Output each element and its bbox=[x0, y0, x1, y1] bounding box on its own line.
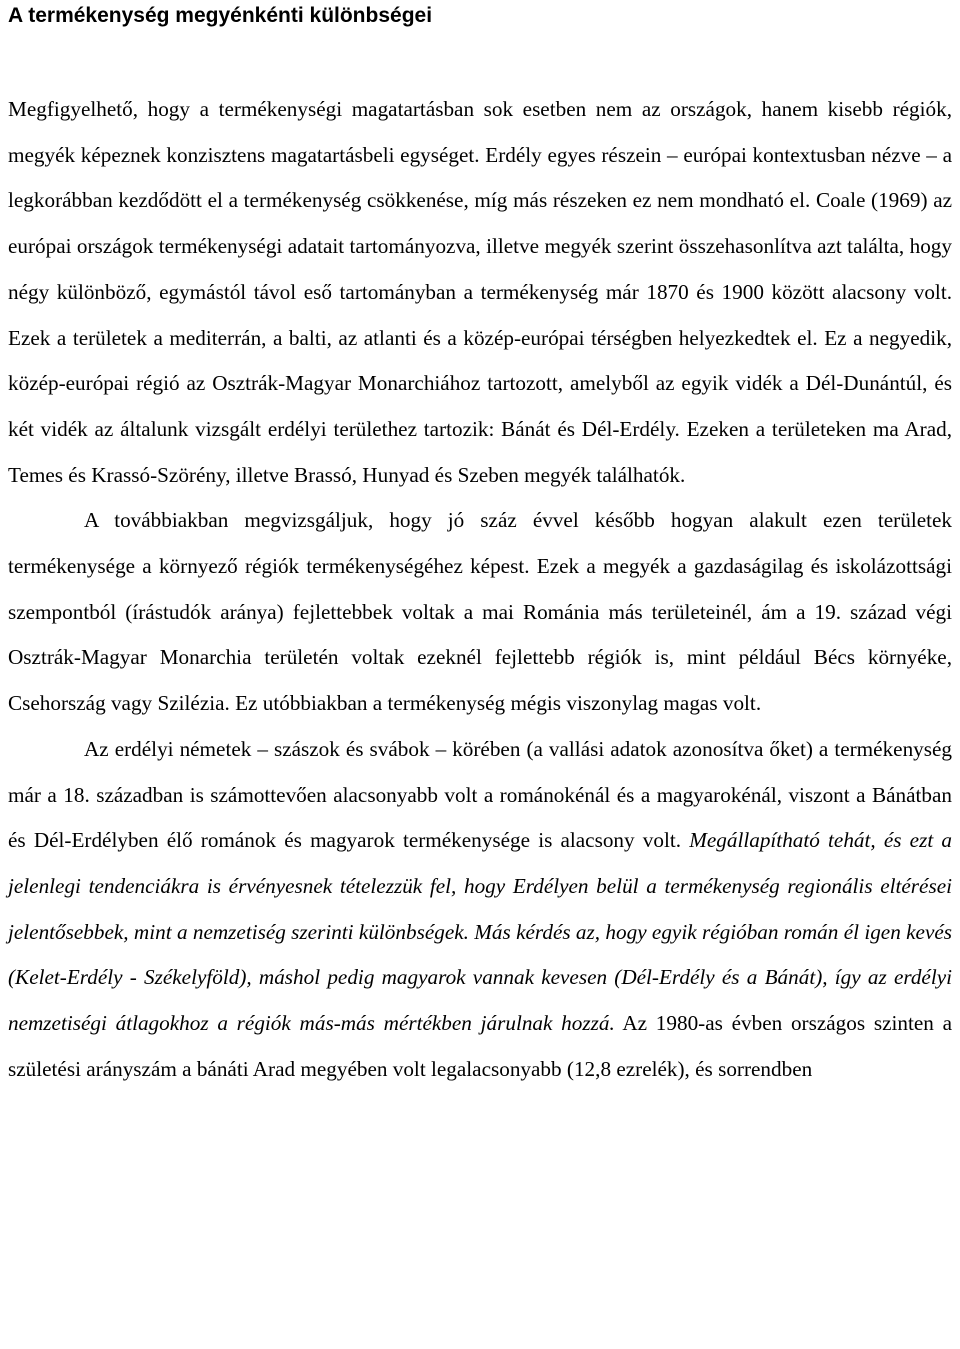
paragraph-2-text: A továbbiakban megvizsgáljuk, hogy jó száz évvel később hogyan alakult ezen területek termékenysége a környező régiók termékenységéhez képest. Ezek a megyék a gazdaságilag és iskolázottsági szempontból (írástudók aránya) fejlettebbek voltak a mai Románia más területeinél, ám a 19. század végi Osztrák-Magyar Monarchia területén voltak ezeknél fejlettebb régiók is, mint például Bécs környéke, Csehország vagy Szilézia. Ez utóbbiakban a termékenység mégis viszonylag magas volt. bbox=[8, 508, 952, 716]
paragraph-1-text: Megfigyelhető, hogy a termékenységi magatartásban sok esetben nem az országok, hanem kisebb régiók, megyék képeznek konzisztens magatartásbeli egységet. Erdély egyes részein – európai kontextusban nézve – a legkorábban kezdődött el a termékenység csökkenése, míg más részeken ez nem mondható el. Coale (1969) az európai országok termékenységi adatait tartományozva, illetve megyék szerint összehasonlítva azt találta, hogy négy különböző, egymástól távol eső tartományban a termékenység már 1870 és 1900 között alacsony volt. Ezek a területek a mediterrán, a balti, az atlanti és a közép-európai térségben helyezkedtek el. Ez a negyedik, közép-európai régió az Osztrák-Magyar Monarchiához tartozott, amelyből az egyik vidék a Dél-Dunántúl, és két vidék az általunk vizsgált erdélyi területhez tartozik: Bánát és Dél-Erdély. Ezeken a területeken ma Arad, Temes és Krassó-Szörény, illetve Brassó, Hunyad és Szeben megyék találhatók. bbox=[8, 97, 952, 487]
document-page bbox=[8, 0, 952, 1092]
body-text bbox=[8, 87, 952, 1092]
paragraph-2 bbox=[8, 498, 952, 727]
section-heading: A termékenység megyénkénti különbségei bbox=[8, 4, 433, 27]
paragraph-3-italic-text: Megállapítható tehát, és ezt a jelenlegi tendenciákra is érvényesnek tételezzük fel, hogy Erdélyen belül a termékenység regionális eltérései jelentősebbek, mint a nemzetiség szerinti különbségek. Más kérdés az, hogy egyik régióban román él igen kevés (Kelet-Erdély - Székelyföld), máshol pedig magyarok vannak kevesen (Dél-Erdély és a Bánát), így az erdélyi nemzetiségi átlagokhoz a régiók más-más mértékben járulnak hozzá. bbox=[8, 828, 952, 1036]
paragraph-1 bbox=[8, 87, 952, 498]
paragraph-3-text: Az erdélyi németek – szászok és svábok – körében (a vallási adatok azonosítva őket) a termékenység már a 18. században is számottevően alacsonyabb volt a románokénál és a magyarokénál, viszont a Bánátban és Dél-Erdélyben élő románok és magyarok termékenysége is alacsony volt. bbox=[8, 736, 952, 853]
paragraph-3 bbox=[8, 727, 952, 1093]
paragraph-3-text-end: Az 1980-as évben országos szinten a születési arányszám a bánáti Arad megyében volt legalacsonyabb (12,8 ezrelék), és sorrendben bbox=[8, 1011, 953, 1081]
